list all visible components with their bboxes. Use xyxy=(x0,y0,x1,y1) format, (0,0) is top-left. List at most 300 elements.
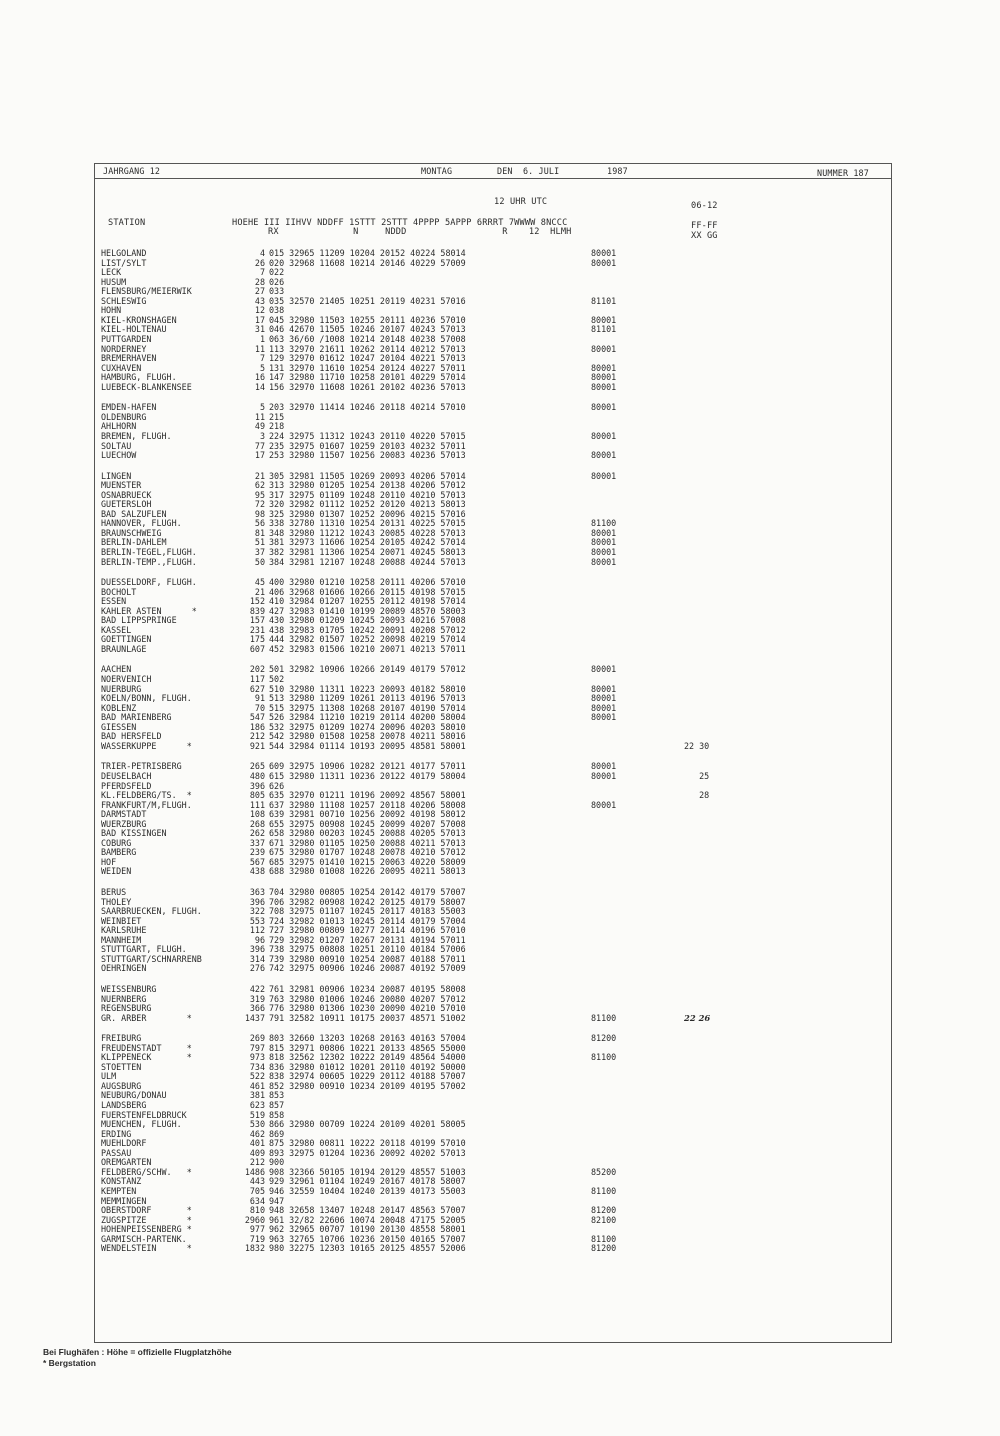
station-height: 7 xyxy=(259,353,265,364)
station-height: 16 xyxy=(254,372,265,383)
station-data: 235 32975 01607 10259 20103 40232 57011 xyxy=(269,440,466,451)
station-name: ULM xyxy=(101,1071,117,1082)
station-data: 317 32975 01109 10248 20110 40210 57013 xyxy=(269,489,466,500)
station-data: 384 32981 12107 10248 20088 40244 57013 xyxy=(269,556,466,567)
station-height: 117 xyxy=(249,674,265,684)
station-height: 366 xyxy=(249,1003,265,1013)
station-height: 973 xyxy=(249,1052,265,1063)
station-name: ESSEN xyxy=(101,596,127,607)
station-data: 609 32975 10906 10282 20121 40177 57011 xyxy=(269,761,466,772)
station-name: DARMSTADT xyxy=(101,809,147,820)
station-data: 515 32975 11308 10268 20107 40190 57014 xyxy=(269,702,466,713)
station-height: 2960 xyxy=(244,1214,265,1225)
table-row xyxy=(101,722,891,732)
station-height: 51 xyxy=(254,537,265,548)
station-name: DUESSELDORF, FLUGH. xyxy=(101,577,197,588)
station-name: OSNABRUECK xyxy=(101,489,152,500)
table-row xyxy=(101,286,891,296)
cloud-code: 81100 xyxy=(591,1012,617,1023)
table-row xyxy=(101,441,891,451)
cloud-code: 81100 xyxy=(591,1185,617,1196)
station-name: BERLIN-TEMP.,FLUGH. xyxy=(101,556,197,567)
table-row xyxy=(101,412,891,422)
station-height: 50 xyxy=(254,556,265,567)
ff-header: FF-FF xyxy=(691,221,718,231)
station-data: 946 32559 10404 10240 20139 40173 55003 xyxy=(269,1185,466,1196)
station-height: 381 xyxy=(249,1090,265,1101)
station-height: 547 xyxy=(249,712,265,723)
station-height: 3 xyxy=(259,430,265,441)
station-height: 977 xyxy=(249,1224,265,1235)
station-height: 734 xyxy=(249,1061,265,1072)
station-data: 305 32981 11505 10269 20093 40206 57014 xyxy=(269,470,466,481)
table-row xyxy=(101,353,891,363)
station-height: 409 xyxy=(249,1147,265,1158)
station-name: KIEL-KRONSHAGEN xyxy=(101,314,177,325)
station-name: KARLSRUHE xyxy=(101,925,147,936)
weekday-label: MONTAG xyxy=(421,166,453,176)
station-height: 396 xyxy=(249,780,265,791)
extra-value: 25 xyxy=(684,770,710,781)
station-height: 396 xyxy=(249,896,265,907)
station-name: HOF xyxy=(101,856,117,867)
table-row xyxy=(101,866,891,876)
station-height: 805 xyxy=(249,790,265,800)
cloud-code: 80001 xyxy=(591,664,617,675)
station-height: 705 xyxy=(249,1185,265,1196)
station-data: 658 32980 00203 10245 20088 40205 57013 xyxy=(269,828,466,839)
table-row xyxy=(101,1215,891,1225)
table-row xyxy=(101,528,891,538)
station-name: WENDELSTEIN * xyxy=(101,1243,192,1254)
station-height: 175 xyxy=(249,634,265,645)
station-height: 1486 xyxy=(244,1166,265,1177)
station-height: 480 xyxy=(249,770,265,781)
station-data: 063 36/60 /1008 10214 20148 40238 57008 xyxy=(269,334,466,344)
station-name: SOLTAU xyxy=(101,440,132,451)
footnote-airports: Bei Flughäfen : Höhe = offizielle Flugplatzhöhe xyxy=(43,1347,232,1357)
table-row xyxy=(101,296,891,306)
station-data: 947 xyxy=(269,1195,285,1206)
table-row xyxy=(101,828,891,838)
station-name: STUTTGART, FLUGH. xyxy=(101,944,187,955)
cloud-code: 81100 xyxy=(591,1233,617,1244)
station-name: FLENSBURG/MEIERWIK xyxy=(101,286,192,297)
station-name: COBURG xyxy=(101,837,132,848)
station-data: 022 xyxy=(269,267,285,278)
station-height: 212 xyxy=(249,1157,265,1168)
table-row xyxy=(101,471,891,481)
table-row xyxy=(101,267,891,277)
extra-value: 28 xyxy=(684,790,710,800)
station-data: 635 32970 01211 10196 20092 48567 58001 xyxy=(269,790,466,800)
station-name: AHLHORN xyxy=(101,421,137,432)
station-height: 719 xyxy=(249,1233,265,1244)
station-data: 015 32965 11209 10204 20152 40224 58014 xyxy=(269,248,466,258)
station-name: KAHLER ASTEN * xyxy=(101,605,197,616)
table-row xyxy=(101,1052,891,1062)
station-name: BREMERHAVEN xyxy=(101,353,157,364)
table-row xyxy=(101,1138,891,1148)
station-height: 839 xyxy=(249,605,265,616)
station-name: HAMBURG, FLUGH. xyxy=(101,372,177,383)
station-name: MUEHLDORF xyxy=(101,1138,147,1149)
station-height: 553 xyxy=(249,915,265,926)
cloud-code: 80001 xyxy=(591,402,617,413)
station-data: 382 32981 11306 10254 20071 40245 58013 xyxy=(269,547,466,557)
table-row xyxy=(101,509,891,519)
table-row xyxy=(101,1129,891,1139)
station-height: 337 xyxy=(249,837,265,848)
station-data: 313 32980 01205 10254 20138 40206 57012 xyxy=(269,480,466,491)
station-name: BAD KISSINGEN xyxy=(101,828,167,839)
table-row xyxy=(101,703,891,713)
cloud-code: 81101 xyxy=(591,295,617,306)
station-name: NEUBURG/DONAU xyxy=(101,1090,167,1101)
station-name: KOBLENZ xyxy=(101,702,137,713)
station-name: BRAUNSCHWEIG xyxy=(101,527,162,538)
station-data: 046 42670 11505 10246 20107 40243 57013 xyxy=(269,324,466,335)
station-data: 763 32980 01006 10246 20080 40207 57012 xyxy=(269,993,466,1004)
table-row xyxy=(101,1167,891,1177)
station-name: BAD SALZUFLEN xyxy=(101,508,167,519)
station-data: 348 32980 11212 10243 20085 40228 57013 xyxy=(269,527,466,538)
station-name: KL.FELDBERG/TS. * xyxy=(101,790,192,800)
station-data: 615 32980 11311 10236 20122 40179 58004 xyxy=(269,770,466,781)
station-height: 921 xyxy=(249,740,265,751)
station-name: KLIPPENECK * xyxy=(101,1052,192,1063)
station-name: CUXHAVEN xyxy=(101,362,142,373)
station-name: STUTTGART/SCHNARRENB xyxy=(101,953,202,964)
station-name: REGENSBURG xyxy=(101,1003,152,1013)
station-data: 338 32780 11310 10254 20131 40225 57015 xyxy=(269,518,466,529)
station-name: BERUS xyxy=(101,887,127,897)
table-row xyxy=(101,925,891,935)
table-row xyxy=(101,372,891,382)
cloud-code: 81100 xyxy=(591,1052,617,1063)
station-height: 152 xyxy=(249,596,265,607)
table-row xyxy=(101,1224,891,1234)
station-height: 62 xyxy=(254,480,265,491)
station-height: 72 xyxy=(254,499,265,510)
table-row xyxy=(101,258,891,268)
station-data: 410 32984 01207 10255 20112 40198 57014 xyxy=(269,596,466,607)
table-row xyxy=(101,1186,891,1196)
station-name: PUTTGARDEN xyxy=(101,334,152,344)
station-data: 688 32980 01008 10226 20095 40211 58013 xyxy=(269,866,466,877)
station-data: 045 32980 11503 10255 20111 40236 57010 xyxy=(269,314,466,325)
station-height: 269 xyxy=(249,1033,265,1044)
station-height: 519 xyxy=(249,1109,265,1120)
cloud-code: 80001 xyxy=(591,547,617,557)
footnote-mountain: * Bergstation xyxy=(43,1358,96,1368)
station-name: AUGSBURG xyxy=(101,1080,142,1091)
station-data: 513 32980 11209 10261 20113 40196 57013 xyxy=(269,693,466,704)
station-data: 544 32984 01114 10193 20095 48581 58001 xyxy=(269,740,466,751)
table-row xyxy=(101,615,891,625)
table-row xyxy=(101,1043,891,1053)
table-row xyxy=(101,644,891,654)
station-data: 113 32970 21611 10262 20114 40212 57013 xyxy=(269,343,466,354)
extra-value: 22 30 xyxy=(684,740,710,751)
station-data: 637 32980 11108 10257 20118 40206 58008 xyxy=(269,799,466,810)
table-row xyxy=(101,421,891,431)
station-name: MUENCHEN, FLUGH. xyxy=(101,1119,182,1130)
station-name: BAD HERSFELD xyxy=(101,731,162,742)
table-row xyxy=(101,547,891,557)
station-data: 320 32982 01112 10252 20120 40213 58013 xyxy=(269,499,466,510)
station-name: FRANKFURT/M,FLUGH. xyxy=(101,799,192,810)
table-row xyxy=(101,431,891,441)
time-range: 06-12 xyxy=(691,201,718,211)
table-row xyxy=(101,857,891,867)
station-header: STATION xyxy=(108,218,146,228)
station-height: 522 xyxy=(249,1071,265,1082)
station-name: OBERSTDORF * xyxy=(101,1205,192,1215)
table-row xyxy=(101,305,891,315)
table-row xyxy=(101,1090,891,1100)
station-name: NUERNBERG xyxy=(101,993,147,1004)
station-data: 452 32983 01506 10210 20071 40213 57011 xyxy=(269,643,466,654)
station-data: 838 32974 00605 10229 20112 40188 57007 xyxy=(269,1071,466,1082)
station-height: 17 xyxy=(254,450,265,460)
station-height: 363 xyxy=(249,887,265,897)
station-data: 815 32971 00806 10221 20133 48565 55000 xyxy=(269,1042,466,1053)
station-data: 501 32982 10906 10266 20149 40179 57012 xyxy=(269,664,466,675)
station-height: 108 xyxy=(249,809,265,820)
table-row xyxy=(101,490,891,500)
table-row xyxy=(101,499,891,509)
station-data: 532 32975 01209 10274 20096 40203 58010 xyxy=(269,721,466,732)
station-data: 739 32980 00910 10254 20087 40188 57011 xyxy=(269,953,466,964)
table-row xyxy=(101,480,891,490)
station-name: LUECHOW xyxy=(101,450,137,460)
station-data: 980 32275 12303 10165 20125 48557 52006 xyxy=(269,1243,466,1254)
cloud-code: 80001 xyxy=(591,702,617,713)
cloud-code: 80001 xyxy=(591,430,617,441)
table-row xyxy=(101,684,891,694)
jahrgang-label: JAHRGANG 12 xyxy=(103,166,161,176)
station-height: 461 xyxy=(249,1080,265,1091)
station-data: 026 xyxy=(269,276,285,287)
station-data: 948 32658 13407 10248 20147 48563 57007 xyxy=(269,1205,466,1215)
station-data: 900 xyxy=(269,1157,285,1168)
station-data: 776 32980 01306 10230 20090 40210 57010 xyxy=(269,1003,466,1013)
station-name: NORDERNEY xyxy=(101,343,147,354)
station-data: 224 32975 11312 10243 20110 40220 57015 xyxy=(269,430,466,441)
table-row xyxy=(101,577,891,587)
station-height: 5 xyxy=(259,362,265,373)
station-data: 853 xyxy=(269,1090,285,1101)
table-row xyxy=(101,625,891,635)
table-row xyxy=(101,587,891,597)
station-data: 253 32980 11507 10256 20083 40236 57013 xyxy=(269,450,466,460)
station-height: 186 xyxy=(249,721,265,732)
table-row xyxy=(101,1100,891,1110)
station-name: GR. ARBER * xyxy=(101,1012,192,1023)
table-row xyxy=(101,674,891,684)
table-row xyxy=(101,664,891,674)
table-row xyxy=(101,771,891,781)
station-height: 77 xyxy=(254,440,265,451)
station-height: 319 xyxy=(249,993,265,1004)
station-data: 818 32562 12302 10222 20149 48564 54000 xyxy=(269,1052,466,1063)
table-row xyxy=(101,935,891,945)
station-height: 422 xyxy=(249,983,265,994)
station-name: HUSUM xyxy=(101,276,127,287)
table-row xyxy=(101,994,891,1004)
station-height: 12 xyxy=(254,305,265,316)
station-name: BAMBERG xyxy=(101,847,137,858)
station-height: 157 xyxy=(249,615,265,626)
station-data: 381 32973 11606 10254 20105 40242 57014 xyxy=(269,537,466,548)
table-row xyxy=(101,344,891,354)
station-name: NOERVENICH xyxy=(101,674,152,684)
cloud-code: 80001 xyxy=(591,693,617,704)
station-data: 706 32982 00908 10242 20125 40179 58007 xyxy=(269,896,466,907)
station-data: 836 32980 01012 10201 20110 40192 50000 xyxy=(269,1061,466,1072)
station-name: BAD MARIENBERG xyxy=(101,712,172,723)
station-name: GUETERSLOH xyxy=(101,499,152,510)
station-height: 607 xyxy=(249,643,265,654)
cloud-code: 80001 xyxy=(591,527,617,538)
station-height: 11 xyxy=(254,343,265,354)
table-row xyxy=(101,1157,891,1167)
station-height: 98 xyxy=(254,508,265,519)
station-name: NUERBURG xyxy=(101,683,142,694)
station-name: KONSTANZ xyxy=(101,1176,142,1187)
station-height: 31 xyxy=(254,324,265,335)
station-name: ZUGSPITZE * xyxy=(101,1214,192,1225)
station-height: 43 xyxy=(254,295,265,306)
station-height: 37 xyxy=(254,547,265,557)
station-name: BOCHOLT xyxy=(101,586,137,597)
station-height: 212 xyxy=(249,731,265,742)
cloud-code: 80001 xyxy=(591,450,617,460)
station-name: BERLIN-DAHLEM xyxy=(101,537,167,548)
table-row xyxy=(101,887,891,897)
station-height: 322 xyxy=(249,906,265,917)
station-height: 81 xyxy=(254,527,265,538)
cloud-code: 85200 xyxy=(591,1166,617,1177)
station-name: FREIBURG xyxy=(101,1033,142,1044)
station-name: KOELN/BONN, FLUGH. xyxy=(101,693,192,704)
cloud-code: 82100 xyxy=(591,1214,617,1225)
table-row xyxy=(101,984,891,994)
table-row xyxy=(101,363,891,373)
station-height: 462 xyxy=(249,1128,265,1139)
table-row xyxy=(101,809,891,819)
table-row xyxy=(101,838,891,848)
station-name: LIST/SYLT xyxy=(101,257,147,268)
station-height: 1 xyxy=(259,334,265,344)
station-data: 685 32975 01410 10215 20063 40220 58009 xyxy=(269,856,466,867)
station-data: 724 32982 01013 10245 20114 40179 57004 xyxy=(269,915,466,926)
station-name: THOLEY xyxy=(101,896,132,907)
station-height: 28 xyxy=(254,276,265,287)
station-data: 869 xyxy=(269,1128,285,1139)
station-data: 708 32975 01107 10245 20117 40183 55003 xyxy=(269,906,466,917)
table-row xyxy=(101,1176,891,1186)
station-data: 526 32984 11210 10219 20114 40200 58004 xyxy=(269,712,466,723)
station-name: FREUDENSTADT * xyxy=(101,1042,192,1053)
station-data: 803 32660 13203 10268 20163 40163 57004 xyxy=(269,1033,466,1044)
station-height: 438 xyxy=(249,866,265,877)
station-name: BERLIN-TEGEL,FLUGH. xyxy=(101,547,197,557)
station-height: 396 xyxy=(249,944,265,955)
station-name: OREMGARTEN xyxy=(101,1157,152,1168)
station-height: 797 xyxy=(249,1042,265,1053)
cloud-code: 81100 xyxy=(591,518,617,529)
extra-value: 22 26 xyxy=(684,1012,711,1023)
station-height: 627 xyxy=(249,683,265,694)
station-data: 033 xyxy=(269,286,285,297)
table-row xyxy=(101,324,891,334)
station-data: 147 32980 11710 10258 20101 40229 57014 xyxy=(269,372,466,383)
station-height: 262 xyxy=(249,828,265,839)
station-height: 49 xyxy=(254,421,265,432)
station-data: 325 32980 01307 10252 20096 40215 57016 xyxy=(269,508,466,519)
table-row xyxy=(101,1071,891,1081)
station-name: FELDBERG/SCHW. * xyxy=(101,1166,192,1177)
station-name: STOETTEN xyxy=(101,1061,142,1072)
xx-header: XX GG xyxy=(691,231,718,241)
station-height: 56 xyxy=(254,518,265,529)
station-name: AACHEN xyxy=(101,664,132,675)
station-data: 738 32975 00808 10251 20110 40184 57006 xyxy=(269,944,466,955)
table-row xyxy=(101,761,891,771)
table-row xyxy=(101,537,891,547)
cloud-code: 80001 xyxy=(591,761,617,772)
table-row xyxy=(101,1119,891,1129)
station-data: 852 32980 00910 10234 20109 40195 57002 xyxy=(269,1080,466,1091)
station-name: MANNHEIM xyxy=(101,934,142,945)
station-height: 1437 xyxy=(244,1012,265,1023)
station-name: LINGEN xyxy=(101,470,132,481)
table-row xyxy=(101,1205,891,1215)
station-name: LANDSBERG xyxy=(101,1100,147,1110)
table-row xyxy=(101,712,891,722)
cloud-code: 80001 xyxy=(591,314,617,325)
cloud-code: 81200 xyxy=(591,1243,617,1254)
station-data: 215 xyxy=(269,411,285,422)
station-height: 202 xyxy=(249,664,265,675)
station-data: 626 xyxy=(269,780,285,791)
station-name: OLDENBURG xyxy=(101,411,147,422)
station-data: 542 32980 01508 10258 20078 40211 58016 xyxy=(269,731,466,742)
station-data: 427 32983 01410 10199 20089 48570 58003 xyxy=(269,605,466,616)
station-height: 21 xyxy=(254,470,265,481)
station-name: WUERZBURG xyxy=(101,818,147,829)
table-row xyxy=(101,906,891,916)
station-data: 218 xyxy=(269,421,285,432)
utc-label: 12 UHR UTC xyxy=(494,197,548,207)
cloud-code: 80001 xyxy=(591,770,617,781)
station-height: 111 xyxy=(249,799,265,810)
table-row xyxy=(101,1013,891,1023)
station-height: 70 xyxy=(254,702,265,713)
station-data: 961 32/82 22606 10074 20048 47175 52005 xyxy=(269,1214,466,1225)
station-height: 276 xyxy=(249,963,265,974)
station-height: 4 xyxy=(259,248,265,258)
table-row xyxy=(101,596,891,606)
issue-number: NUMMER 187 xyxy=(817,168,869,178)
cloud-code: 80001 xyxy=(591,799,617,810)
station-height: 810 xyxy=(249,1205,265,1215)
cloud-code: 81200 xyxy=(591,1205,617,1215)
station-height: 27 xyxy=(254,286,265,297)
table-row xyxy=(101,1148,891,1158)
